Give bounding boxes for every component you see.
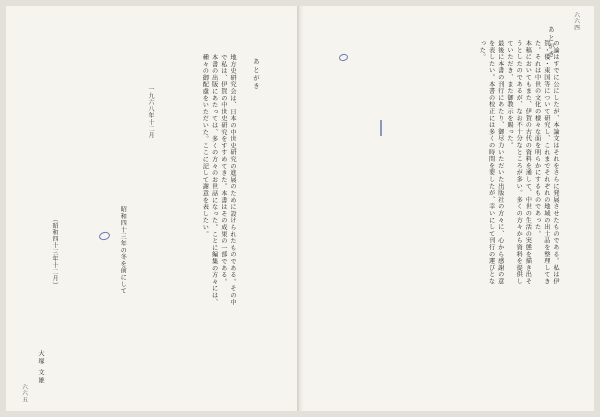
body-text: の論はすでに公にしたが、本論文はそれをさらに発展させたものである。私は伊賀・倭・東国等について研究し、これまでそれぞれの地域の出土品を整理してきた。それは中世の文化の様々な面を明らかにするものであった。 本稿においてもまた、伊賀の古代の資料を通して、中世の生活の実態を描き出そうとしたのであるが、なお不十分なところが多い。多くの方々から資料を提供していただき、また御教示を賜った。 最後に本書の刊行にあたり、御尽力いただいた出版社の方々に、心から感謝の意を表したい。本書の校正には多くの時間を要したが、幸いにして刊行の運びとなった。 xyxy=(478,40,559,285)
date-line: 一九六八年十二月 xyxy=(147,86,154,139)
closing-text: 昭和四十三年の冬を前にして xyxy=(119,206,127,295)
era-note: （昭和四十三年十二月） xyxy=(51,216,58,289)
right-page xyxy=(298,6,594,411)
left-page xyxy=(6,6,298,411)
body-text: 地方史研究会は、日本の中世史研究の進展のために設けられたものである。その中で私は、伊賀の中世史研究をすすめてきた。本書はその成果の一部である。 本書の出版にあたっては、多くの方々のお世話になった。ことに編集の方々には、種々の御配慮をいただいた。ここに記して謝意を表したい。 xyxy=(201,54,236,306)
page-number: 六六四 xyxy=(573,12,579,31)
page-title: あとがき xyxy=(252,58,260,91)
page-title: あとがき xyxy=(547,26,555,59)
page-number: 六六五 xyxy=(21,384,27,403)
author-signature: 大塚 文雄 xyxy=(37,350,44,385)
ink-underline-mark xyxy=(380,120,382,136)
